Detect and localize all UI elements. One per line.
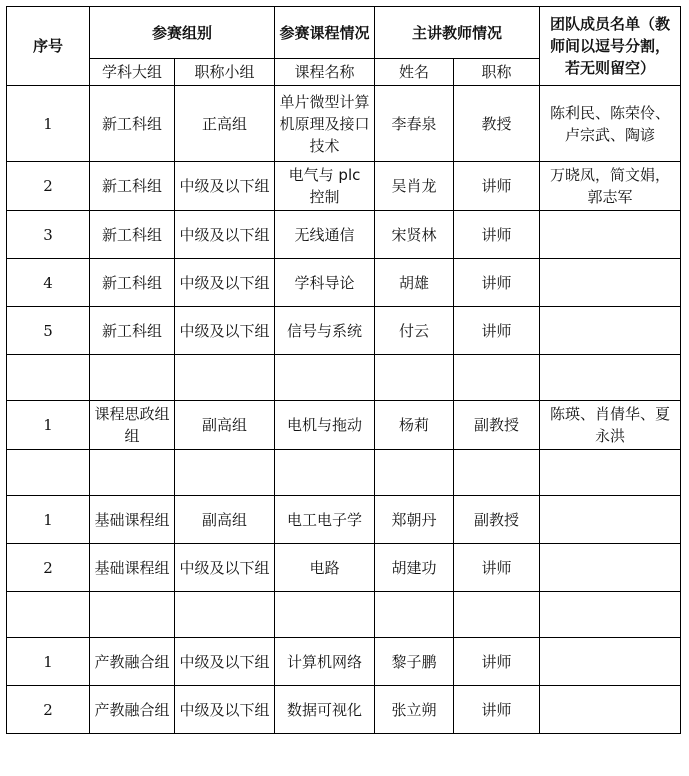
header-seq: 序号 [7, 7, 90, 86]
cell-course: 电机与拖动 [275, 401, 375, 450]
cell-course: 电路 [275, 544, 375, 592]
empty-cell [375, 450, 454, 496]
cell-rank: 副教授 [454, 401, 540, 450]
header-row-1 [7, 7, 681, 59]
cell-team: 陈利民、陈荣伶、卢宗武、陶谚 [540, 86, 681, 162]
empty-cell [7, 592, 90, 638]
header-discipline: 学科大组 [90, 59, 175, 86]
registration-table [6, 6, 681, 734]
cell-course: 信号与系统 [275, 307, 375, 355]
cell-course: 数据可视化 [275, 686, 375, 734]
cell-name: 杨莉 [375, 401, 454, 450]
cell-title-group: 中级及以下组 [175, 686, 275, 734]
empty-row [7, 450, 681, 496]
cell-title-group: 副高组 [175, 496, 275, 544]
cell-discipline: 新工科组 [90, 307, 175, 355]
cell-discipline: 新工科组 [90, 211, 175, 259]
empty-cell [375, 355, 454, 401]
cell-name: 张立朔 [375, 686, 454, 734]
cell-team [540, 686, 681, 734]
cell-rank: 教授 [454, 86, 540, 162]
empty-cell [90, 355, 175, 401]
cell-seq: 1 [7, 86, 90, 162]
empty-cell [454, 592, 540, 638]
table-row [7, 86, 681, 162]
cell-team [540, 496, 681, 544]
empty-cell [175, 450, 275, 496]
cell-seq: 4 [7, 259, 90, 307]
empty-cell [90, 450, 175, 496]
cell-team [540, 259, 681, 307]
table-row [7, 259, 681, 307]
header-name: 姓名 [375, 59, 454, 86]
cell-course: 电气与 plc 控制 [275, 162, 375, 211]
cell-seq: 1 [7, 496, 90, 544]
cell-rank: 讲师 [454, 307, 540, 355]
table-row [7, 544, 681, 592]
cell-course: 单片微型计算机原理及接口技术 [275, 86, 375, 162]
cell-title-group: 中级及以下组 [175, 638, 275, 686]
cell-title-group: 正高组 [175, 86, 275, 162]
header-title-group: 职称小组 [175, 59, 275, 86]
cell-team [540, 211, 681, 259]
cell-rank: 讲师 [454, 544, 540, 592]
cell-discipline: 新工科组 [90, 86, 175, 162]
cell-rank: 讲师 [454, 162, 540, 211]
empty-cell [175, 355, 275, 401]
empty-cell [540, 592, 681, 638]
table-row [7, 686, 681, 734]
cell-title-group: 中级及以下组 [175, 211, 275, 259]
cell-seq: 2 [7, 686, 90, 734]
cell-team: 陈瑛、肖倩华、夏永洪 [540, 401, 681, 450]
cell-seq: 1 [7, 638, 90, 686]
header-group: 参赛组别 [90, 7, 275, 59]
empty-cell [7, 450, 90, 496]
cell-seq: 1 [7, 401, 90, 450]
cell-title-group: 中级及以下组 [175, 307, 275, 355]
empty-cell [175, 592, 275, 638]
cell-rank: 讲师 [454, 686, 540, 734]
cell-name: 郑朝丹 [375, 496, 454, 544]
cell-team [540, 544, 681, 592]
empty-cell [540, 450, 681, 496]
cell-discipline: 产教融合组 [90, 638, 175, 686]
cell-discipline: 新工科组 [90, 162, 175, 211]
cell-seq: 5 [7, 307, 90, 355]
cell-discipline: 基础课程组 [90, 544, 175, 592]
header-teacher: 主讲教师情况 [375, 7, 540, 59]
table-row [7, 211, 681, 259]
cell-discipline: 基础课程组 [90, 496, 175, 544]
cell-team: 万晓凤，简文娟，郭志军 [540, 162, 681, 211]
table-row [7, 638, 681, 686]
empty-cell [7, 355, 90, 401]
cell-rank: 讲师 [454, 638, 540, 686]
cell-title-group: 中级及以下组 [175, 162, 275, 211]
cell-name: 李春泉 [375, 86, 454, 162]
empty-cell [275, 450, 375, 496]
cell-course: 学科导论 [275, 259, 375, 307]
cell-course: 无线通信 [275, 211, 375, 259]
header-course: 参赛课程情况 [275, 7, 375, 59]
empty-cell [275, 355, 375, 401]
table-row [7, 162, 681, 211]
cell-seq: 2 [7, 162, 90, 211]
empty-cell [375, 592, 454, 638]
cell-seq: 3 [7, 211, 90, 259]
cell-discipline: 课程思政组组 [90, 401, 175, 450]
empty-cell [454, 355, 540, 401]
cell-name: 胡雄 [375, 259, 454, 307]
cell-title-group: 中级及以下组 [175, 544, 275, 592]
header-team: 团队成员名单（教师间以逗号分割，若无则留空） [540, 7, 681, 86]
cell-seq: 2 [7, 544, 90, 592]
cell-team [540, 638, 681, 686]
cell-discipline: 新工科组 [90, 259, 175, 307]
cell-name: 胡建功 [375, 544, 454, 592]
cell-name: 付云 [375, 307, 454, 355]
cell-name: 黎子鹏 [375, 638, 454, 686]
empty-row [7, 592, 681, 638]
header-course-name: 课程名称 [275, 59, 375, 86]
cell-discipline: 产教融合组 [90, 686, 175, 734]
table-row [7, 401, 681, 450]
cell-course: 计算机网络 [275, 638, 375, 686]
cell-title-group: 中级及以下组 [175, 259, 275, 307]
empty-cell [454, 450, 540, 496]
cell-course: 电工电子学 [275, 496, 375, 544]
empty-cell [275, 592, 375, 638]
empty-row [7, 355, 681, 401]
cell-name: 宋贤林 [375, 211, 454, 259]
cell-title-group: 副高组 [175, 401, 275, 450]
cell-name: 吴肖龙 [375, 162, 454, 211]
cell-rank: 讲师 [454, 211, 540, 259]
header-rank: 职称 [454, 59, 540, 86]
table-row [7, 496, 681, 544]
empty-cell [90, 592, 175, 638]
cell-rank: 讲师 [454, 259, 540, 307]
cell-rank: 副教授 [454, 496, 540, 544]
cell-team [540, 307, 681, 355]
table-row [7, 307, 681, 355]
empty-cell [540, 355, 681, 401]
